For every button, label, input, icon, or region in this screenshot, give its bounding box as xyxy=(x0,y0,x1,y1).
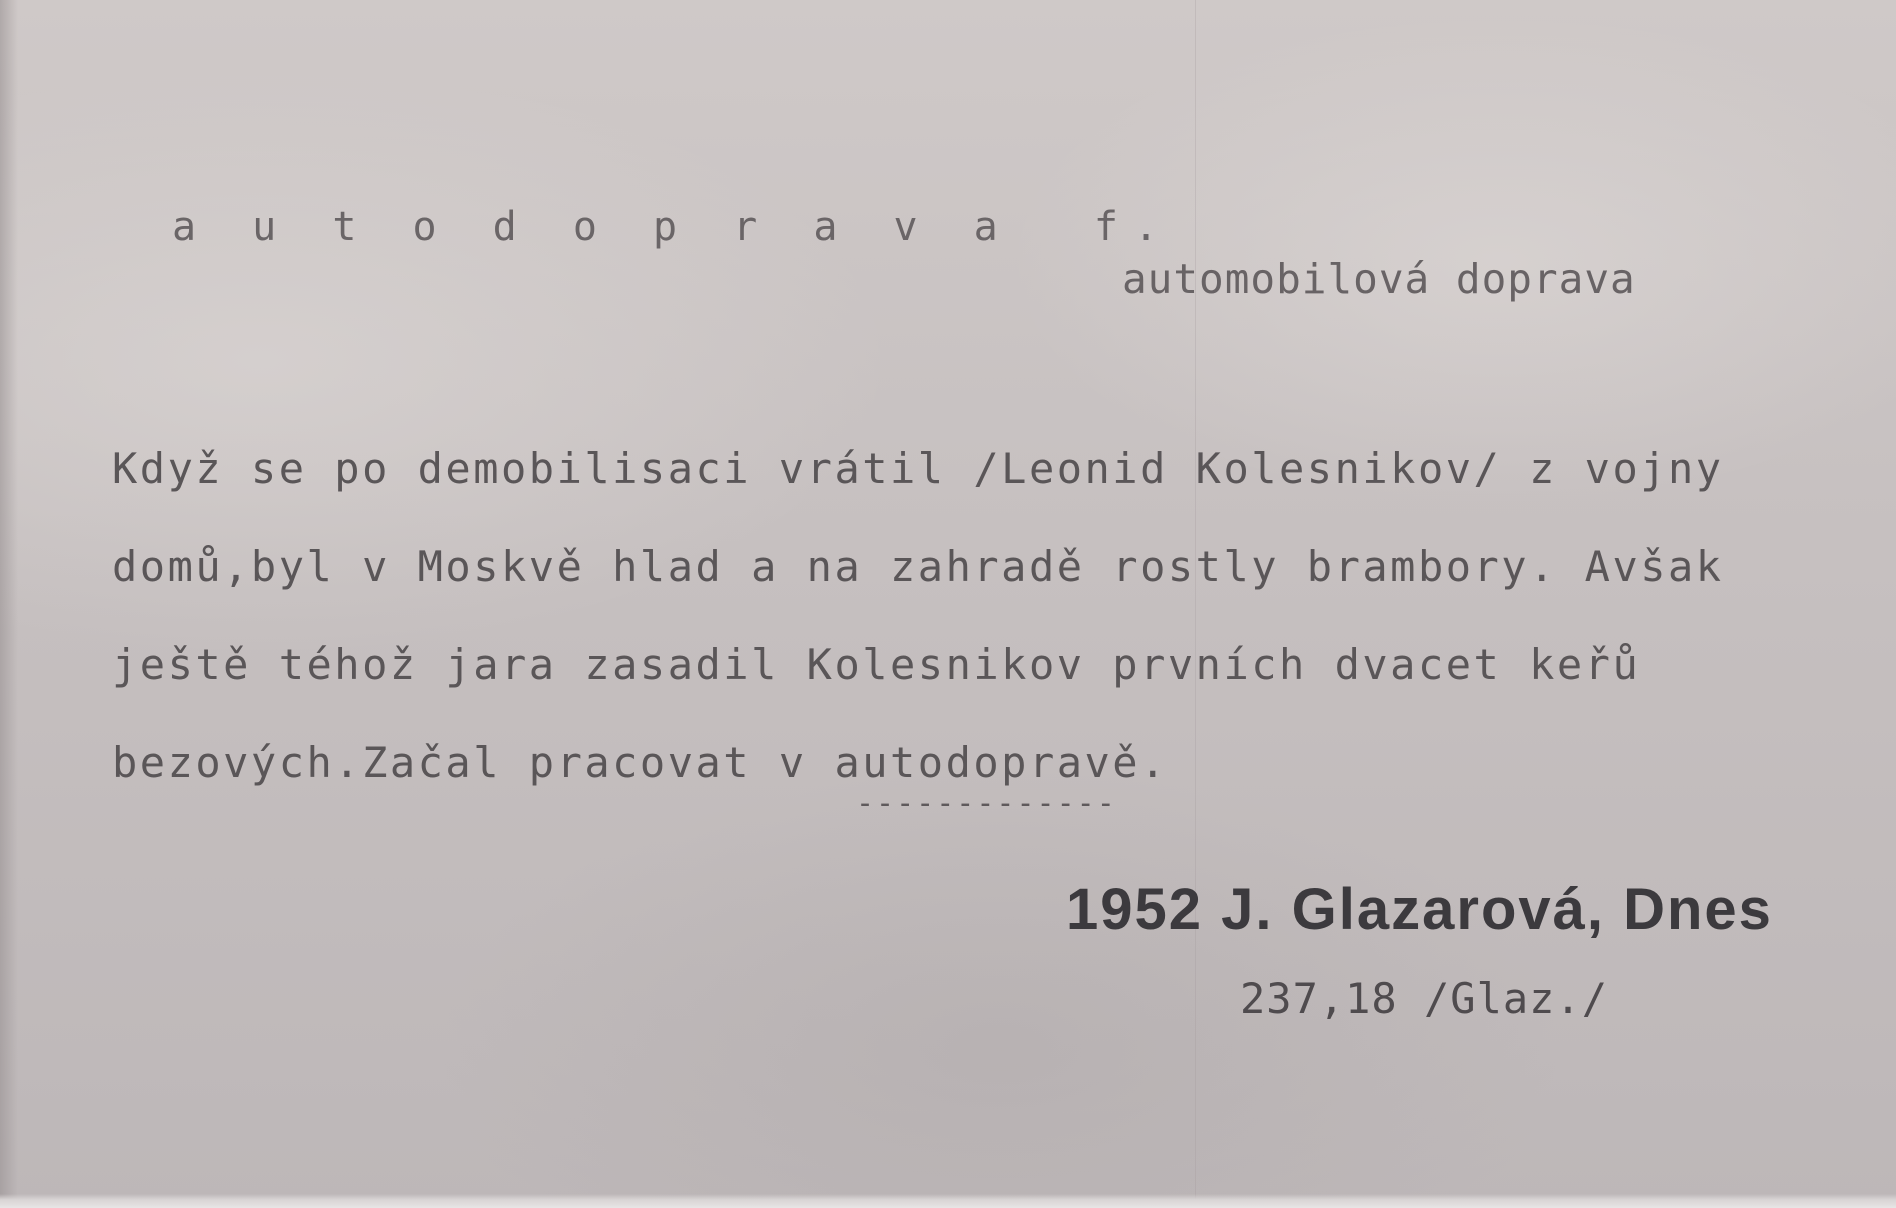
card-bottom-edge xyxy=(0,1194,1896,1208)
citation-line: bezových.Začal pracovat v autodopravě. xyxy=(112,738,1168,787)
citation-line: Když se po demobilisaci vrátil /Leonid Kolesnikov/ z vojny xyxy=(112,444,1724,493)
card-crease xyxy=(1195,0,1196,1208)
headword-definition: automobilová doprava xyxy=(1122,255,1636,303)
source-stamp: 1952 J. Glazarová, Dnes xyxy=(1066,877,1773,942)
citation-line: domů,byl v Moskvě hlad a na zahradě rostly brambory. Avšak xyxy=(112,542,1724,591)
citation-line: ještě téhož jara zasadil Kolesnikov prvních dvacet keřů xyxy=(112,640,1641,689)
headword: a u t o d o p r a v a f. xyxy=(172,204,1175,250)
divider-dashes: ------------- xyxy=(856,786,1117,821)
source-reference: 237,18 /Glaz./ xyxy=(1240,974,1609,1023)
card-left-shadow xyxy=(0,0,18,1208)
